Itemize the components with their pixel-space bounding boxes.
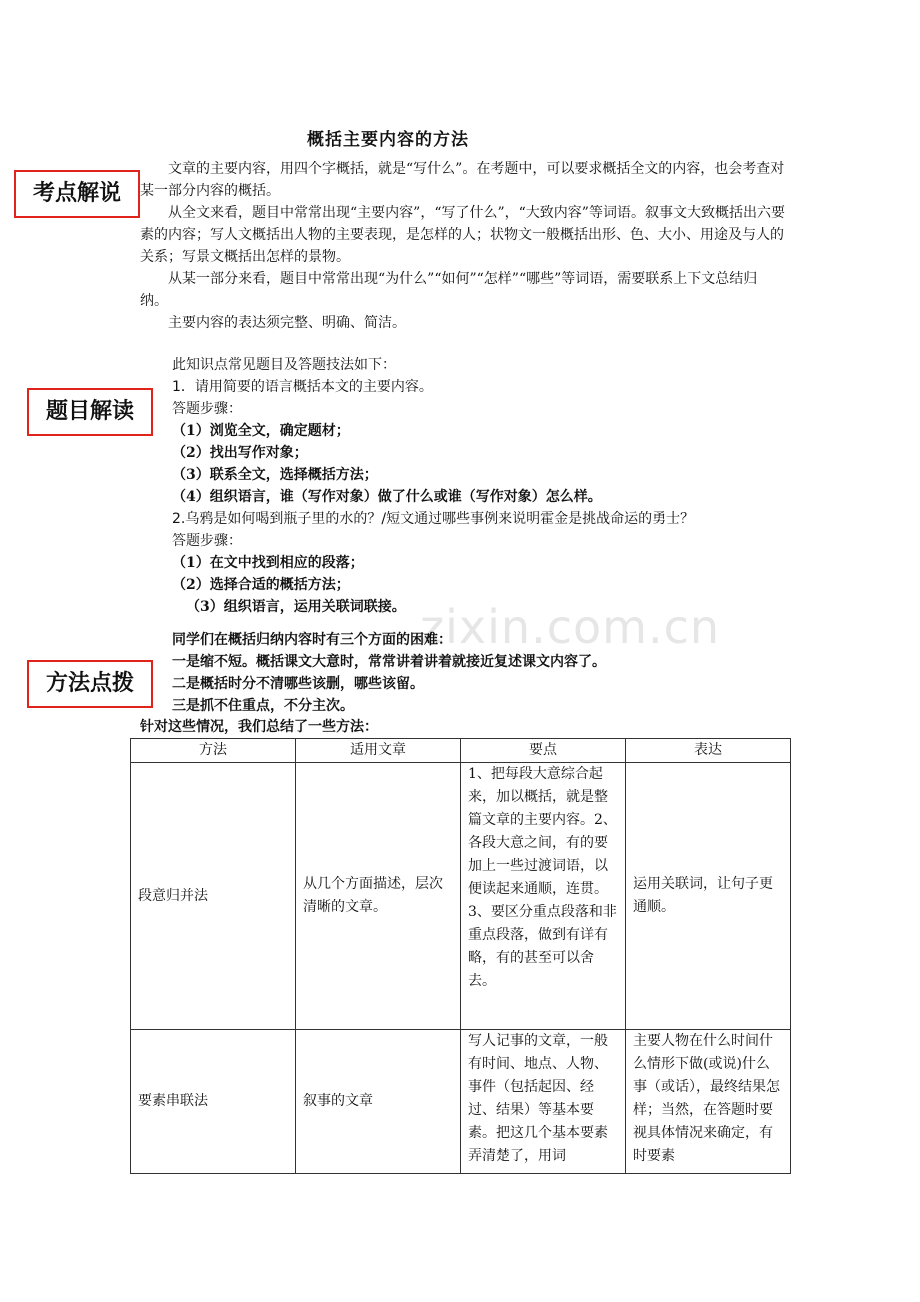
cell-method: 要素串联法 (131, 1030, 296, 1174)
qa-heading: 此知识点常见题目及答题技法如下： (172, 357, 396, 373)
header-expression: 表达 (626, 739, 791, 763)
question-2: 2.乌鸦是如何喝到瓶子里的水的？/短文通过哪些事例来说明霍金是挑战命运的勇士？ (172, 511, 695, 527)
cell-applicable: 从几个方面描述，层次清晰的文章。 (296, 763, 461, 1030)
q2-step: （3）组织语言，运用关联词联接。 (186, 599, 406, 615)
label-timu: 题目解读 (27, 388, 153, 436)
intro-paragraph: 主要内容的表达须完整、明确、简洁。 (168, 315, 406, 331)
q2-step: （1）在文中找到相应的段落； (172, 555, 364, 571)
page-title: 概括主要内容的方法 (307, 130, 469, 150)
q1-step: （1）浏览全文，确定题材； (172, 423, 350, 439)
methods-table (130, 738, 791, 1174)
q2-step: （2）选择合适的概括方法； (172, 577, 350, 593)
q1-step: （3）联系全文，选择概括方法； (172, 467, 378, 483)
difficulty-line: 同学们在概括归纳内容时有三个方面的困难： (172, 632, 452, 648)
difficulty-line: 三是抓不住重点，不分主次。 (172, 698, 354, 714)
intro-text (140, 158, 785, 334)
cell-method: 段意归并法 (131, 763, 296, 1030)
table-header-row (131, 739, 791, 763)
cell-points: 1、把每段大意综合起来，加以概括，就是整篇文章的主要内容。2、各段大意之间，有的要加上一些过渡词语，以便读起来通顺，连贯。3、要区分重点段落和非重点段落，做到有详有略，有的甚至可以舍去。 (461, 763, 626, 1030)
header-points: 要点 (461, 739, 626, 763)
question-section (172, 354, 792, 618)
table-row (131, 1030, 791, 1174)
q1-step: （4）组织语言，谁（写作对象）做了什么或谁（写作对象）怎么样。 (172, 489, 602, 505)
cell-expression: 运用关联词，让句子更通顺。 (626, 763, 791, 1030)
cell-points: 写人记事的文章，一般有时间、地点、人物、事件（包括起因、经过、结果）等基本要素。把这几个基本要素弄清楚了，用词 (461, 1030, 626, 1174)
label-fangfa: 方法点拨 (27, 660, 153, 708)
question-1: 1．请用简要的语言概括本文的主要内容。 (172, 379, 433, 395)
difficulties-list (172, 629, 792, 717)
table-lead: 针对这些情况，我们总结了一些方法： (140, 719, 378, 735)
cell-applicable: 叙事的文章 (296, 1030, 461, 1174)
steps-label: 答题步骤： (172, 401, 242, 417)
intro-paragraph: 从某一部分来看，题目中常常出现“为什么”“如何”“怎样”“哪些”等词语，需要联系上下文总结归纳。 (140, 271, 758, 309)
header-applicable: 适用文章 (296, 739, 461, 763)
difficulty-line: 一是缩不短。概括课文大意时，常常讲着讲着就接近复述课文内容了。 (172, 654, 606, 670)
q1-step: （2）找出写作对象； (172, 445, 308, 461)
intro-paragraph: 文章的主要内容，用四个字概括，就是“写什么”。在考题中，可以要求概括全文的内容，也会考查对某一部分内容的概括。 (140, 161, 785, 199)
intro-paragraph: 从全文来看，题目中常常出现“主要内容”，“写了什么”，“大致内容”等词语。叙事文大致概括出六要素的内容；写人文概括出人物的主要表现，是怎样的人；状物文一般概括出形、色、大小、用途及与人的关系；写景文概括出怎样的景物。 (140, 205, 785, 265)
label-kaodian: 考点解说 (14, 170, 140, 218)
difficulty-line: 二是概括时分不清哪些该删，哪些该留。 (172, 676, 424, 692)
table-row (131, 763, 791, 1030)
cell-expression: 主要人物在什么时间什么情形下做(或说)什么事（或话），最终结果怎样；当然，在答题时要视具体情况来确定，有时要素 (626, 1030, 791, 1174)
watermark: zixin.com.cn (420, 600, 721, 654)
steps-label: 答题步骤： (172, 533, 242, 549)
header-method: 方法 (131, 739, 296, 763)
